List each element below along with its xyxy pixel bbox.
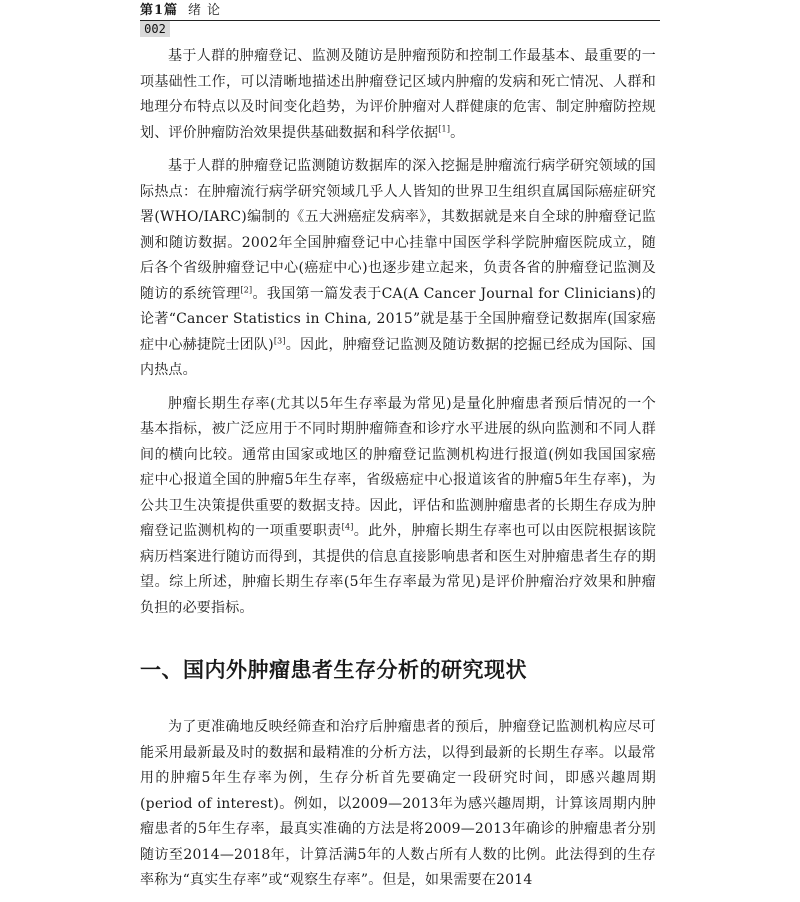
- page-number: 002: [140, 21, 170, 37]
- paragraph-1-tail: 。: [450, 124, 465, 141]
- paragraph-2-tail-2: 。因此，肿瘤登记监测及随访数据的挖掘已经成为国际、国内热点。: [140, 336, 656, 378]
- paragraph-3-tail: 。此外，肿瘤长期生存率也可以由医院根据该院病历档案进行随访而得到，其提供的信息直接影响患者和医生对肿瘤患者生存的期望。综上所述，肿瘤长期生存率(5年生存率最为常见)是评价肿瘤治疗效果和肿瘤负担的必要指标。: [140, 523, 656, 616]
- citation-3: [3]: [273, 335, 286, 345]
- paragraph-2-text: 基于人群的肿瘤登记监测随访数据库的深入挖掘是肿瘤流行病学研究领域的国际热点：在肿瘤流行病学研究领域几乎人人皆知的世界卫生组织直属国际癌症研究署(WHO/IARC)编制的《五大洲癌症发病率》，其数据就是来自全球的肿瘤登记监测和随访数据。2002年全国肿瘤登记中心挂靠中国医学科学院肿瘤医院成立，随后各个省级肿瘤登记中心(癌症中心)也逐步建立起来，负责各省的肿瘤登记监测及随访的系统管理: [140, 158, 656, 302]
- section-heading: 一、国内外肿瘤患者生存分析的研究现状: [140, 657, 527, 682]
- paragraph-3: [140, 392, 656, 622]
- paragraph-3-text: 肿瘤长期生存率(尤其以5年生存率最为常见)是量化肿瘤患者预后情况的一个基本指标，被广泛应用于不同时期肿瘤筛查和诊疗水平进展的纵向监测和不同人群间的横向比较。通常由国家或地区的肿瘤登记监测机构进行报道(例如我国国家癌症中心报道全国的肿瘤5年生存率，省级癌症中心报道该省的肿瘤5年生存率)，为公共卫生决策提供重要的数据支持。因此，评估和监测肿瘤患者的长期生存成为肿瘤登记监测机构的一项重要职责: [140, 395, 656, 539]
- paragraph-1: [140, 44, 656, 146]
- part-label: 第1篇: [140, 3, 179, 18]
- citation-2: [2]: [240, 284, 253, 294]
- part-title: 绪论: [188, 3, 227, 18]
- paragraph-2-tail: 。我国第一篇发表于CA(A Cancer Journal for Clinicians)的论著“Cancer Statistics in China, 2015”就是基于全国肿瘤登记数据库(国家癌症中心赫捷院士团队): [140, 285, 656, 353]
- header-rule: [140, 20, 660, 21]
- section-paragraph: [140, 715, 656, 894]
- body-text: [140, 44, 656, 902]
- citation-1: [1]: [438, 123, 451, 133]
- running-head: [140, 0, 660, 20]
- paragraph-2: [140, 154, 656, 384]
- citation-4: [4]: [341, 522, 354, 532]
- paragraph-1-text: 基于人群的肿瘤登记、监测及随访是肿瘤预防和控制工作最基本、最重要的一项基础性工作，可以清晰地描述出肿瘤登记区域内肿瘤的发病和死亡情况、人群和地理分布特点以及时间变化趋势，为评价肿瘤对人群健康的危害、制定肿瘤防控规划、评价肿瘤防治效果提供基础数据和科学依据: [140, 48, 656, 141]
- section-paragraph-text: 为了更准确地反映经筛查和治疗后肿瘤患者的预后，肿瘤登记监测机构应尽可能采用最新最及时的数据和最精准的分析方法，以得到最新的长期生存率。以最常用的肿瘤5年生存率为例，生存分析首先要确定一段研究时间，即感兴趣周期(period of interest)。例如，以2009—2013年为感兴趣周期，计算该周期内肿瘤患者的5年生存率，最真实准确的方法是将2009—2013年确诊的肿瘤患者分别随访至2014—2018年，计算活满5年的人数占所有人数的比例。此法得到的生存率称为“真实生存率”或“观察生存率”。但是，如果需要在2014: [140, 719, 656, 888]
